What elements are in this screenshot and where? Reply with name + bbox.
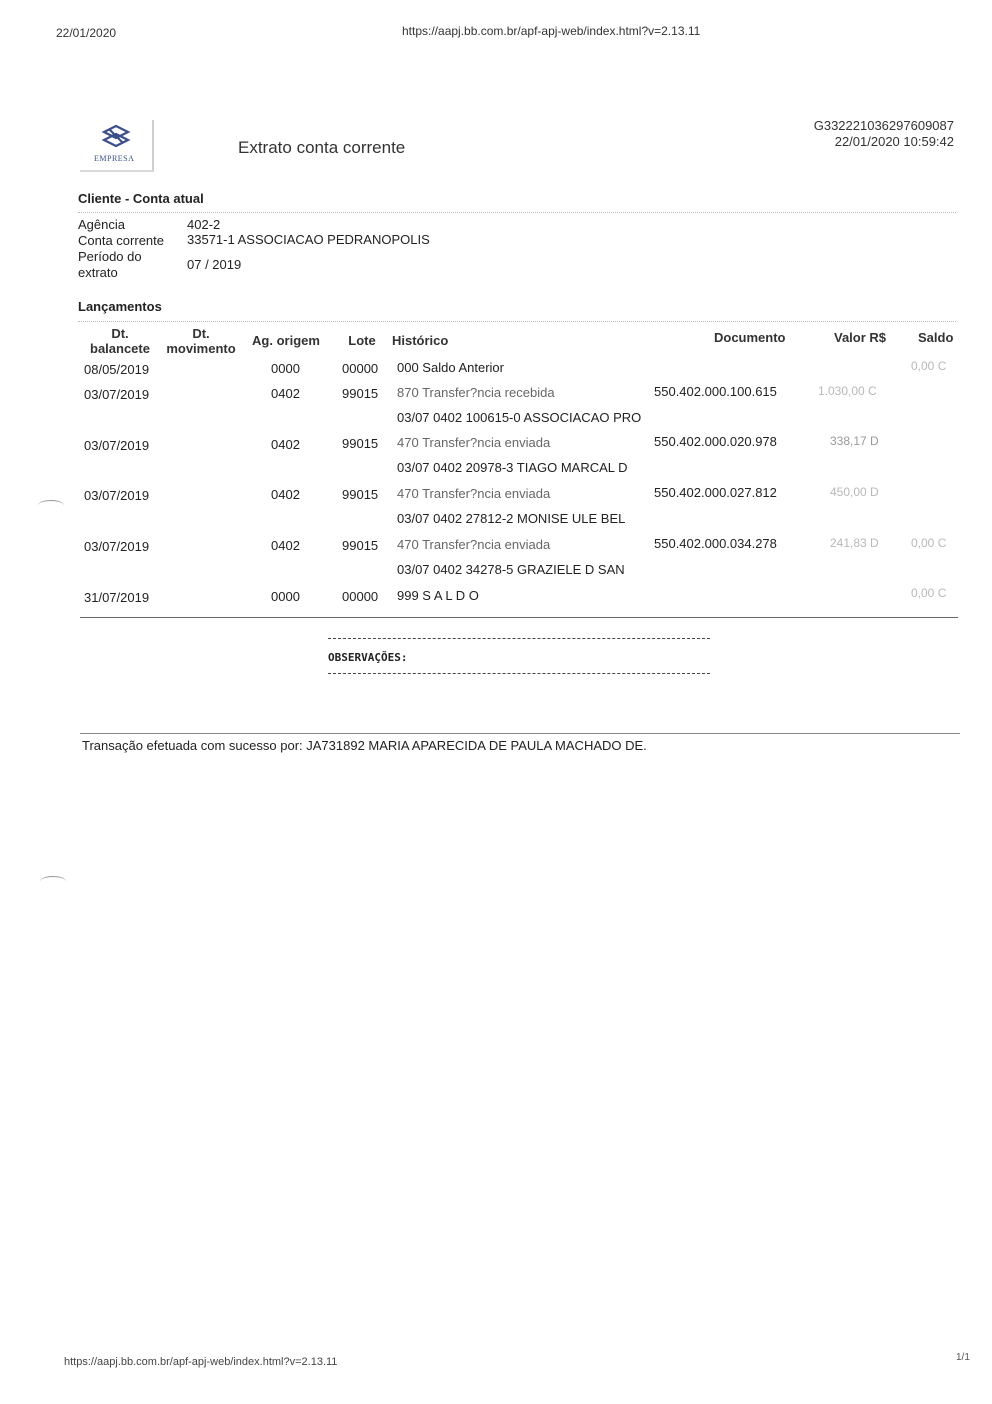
observacoes-label: OBSERVAÇÕES:: [328, 651, 408, 664]
header-dt-balancete-line1: Dt.: [111, 326, 129, 341]
cell-documento: 550.402.000.020.978: [654, 434, 777, 449]
cell-dt-balancete: 08/05/2019: [84, 362, 150, 377]
cell-dt-balancete: 03/07/2019: [84, 488, 150, 503]
cell-lote: 00000: [342, 589, 379, 604]
cell-dt-balancete: 31/07/2019: [84, 590, 150, 605]
header-lote: Lote: [348, 333, 376, 348]
observacoes-divider: [328, 638, 710, 639]
divider: [78, 321, 956, 322]
cell-ag-origem: 0402: [271, 487, 300, 502]
conta-label: Conta corrente: [78, 233, 164, 248]
footer-url: https://aapj.bb.com.br/apf-apj-web/index.html?v=2.13.11: [64, 1356, 338, 1368]
conta-value: 33571-1 ASSOCIACAO PEDRANOPOLIS: [187, 232, 430, 247]
divider: [78, 212, 956, 213]
cell-ag-origem: 0402: [271, 538, 300, 553]
header-ag-origem: Ag. origem: [252, 333, 320, 348]
agencia-value: 402-2: [187, 217, 221, 232]
cell-saldo: 0,00 C: [911, 586, 947, 600]
header-saldo: Saldo: [918, 330, 954, 345]
transaction-text: Transação efetuada com sucesso por: JA731892 MARIA APARECIDA DE PAULA MACHADO DE.: [82, 738, 647, 753]
cell-valor: 450,00 D: [830, 485, 879, 499]
header-dt-movimento-line1: Dt.: [192, 326, 210, 341]
periodo-label-line1: Período do: [78, 249, 142, 264]
header-dt-movimento-line2: movimento: [166, 341, 236, 356]
banco-do-brasil-logo-icon: [98, 124, 134, 154]
header-historico: Histórico: [392, 333, 449, 348]
header-dt-balancete-line2: balancete: [90, 341, 150, 356]
cell-detalhe: 03/07 0402 34278-5 GRAZIELE D SAN: [397, 562, 625, 577]
cell-lote: 99015: [342, 386, 379, 401]
cell-lote: 99015: [342, 538, 379, 553]
cell-valor: 338,17 D: [830, 434, 879, 448]
cell-historico: 470 Transfer?ncia enviada: [397, 537, 551, 552]
print-date: 22/01/2020: [56, 26, 117, 40]
logo-caption: EMPRESA: [94, 154, 135, 163]
cell-dt-balancete: 03/07/2019: [84, 438, 150, 453]
scan-mark: [40, 876, 66, 887]
header-documento: Documento: [714, 330, 786, 345]
periodo-value: 07 / 2019: [187, 257, 242, 272]
cell-saldo: 0,00 C: [911, 359, 947, 373]
document-code: G332221036297609087: [813, 118, 954, 133]
cell-historico: 470 Transfer?ncia enviada: [397, 435, 551, 450]
cell-documento: 550.402.000.034.278: [654, 536, 777, 551]
logo: [80, 120, 154, 172]
cell-dt-balancete: 03/07/2019: [84, 539, 150, 554]
document-datetime: 22/01/2020 10:59:42: [834, 134, 954, 149]
cell-lote: 99015: [342, 487, 379, 502]
cell-valor: 1.030,00 C: [818, 384, 877, 398]
cell-historico: 999 S A L D O: [397, 588, 479, 603]
cell-ag-origem: 0000: [271, 361, 300, 376]
cell-saldo: 0,00 C: [911, 536, 947, 550]
header-dt-movimento: [160, 326, 242, 356]
cell-valor: 241,83 D: [830, 536, 879, 550]
cell-detalhe: 03/07 0402 100615-0 ASSOCIACAO PRO: [397, 410, 642, 425]
periodo-label-line2: extrato: [78, 265, 118, 280]
cell-ag-origem: 0000: [271, 589, 300, 604]
agencia-label: Agência: [78, 217, 125, 232]
table-bottom-rule: [80, 617, 958, 618]
transaction-divider: [80, 733, 960, 734]
cell-historico: 470 Transfer?ncia enviada: [397, 486, 551, 501]
cell-documento: 550.402.000.100.615: [654, 384, 777, 399]
cell-ag-origem: 0402: [271, 437, 300, 452]
cell-detalhe: 03/07 0402 20978-3 TIAGO MARCAL D: [397, 460, 628, 475]
cell-lote: 00000: [342, 361, 379, 376]
cell-detalhe: 03/07 0402 27812-2 MONISE ULE BEL: [397, 511, 626, 526]
cell-historico: 870 Transfer?ncia recebida: [397, 385, 555, 400]
page-title: Extrato conta corrente: [238, 138, 406, 157]
footer-page-number: 1/1: [956, 1352, 970, 1363]
header-valor: Valor R$: [834, 330, 887, 345]
cell-documento: 550.402.000.027.812: [654, 485, 777, 500]
lancamentos-section-title: Lançamentos: [78, 299, 162, 314]
cell-historico: 000 Saldo Anterior: [397, 360, 504, 375]
cell-ag-origem: 0402: [271, 386, 300, 401]
cell-lote: 99015: [342, 436, 379, 451]
header-dt-balancete: [84, 326, 156, 356]
cell-dt-balancete: 03/07/2019: [84, 387, 150, 402]
observacoes-divider: [328, 673, 710, 674]
client-section-title: Cliente - Conta atual: [78, 191, 204, 206]
scan-mark: [38, 500, 64, 511]
print-url: https://aapj.bb.com.br/apf-apj-web/index.html?v=2.13.11: [402, 24, 701, 38]
